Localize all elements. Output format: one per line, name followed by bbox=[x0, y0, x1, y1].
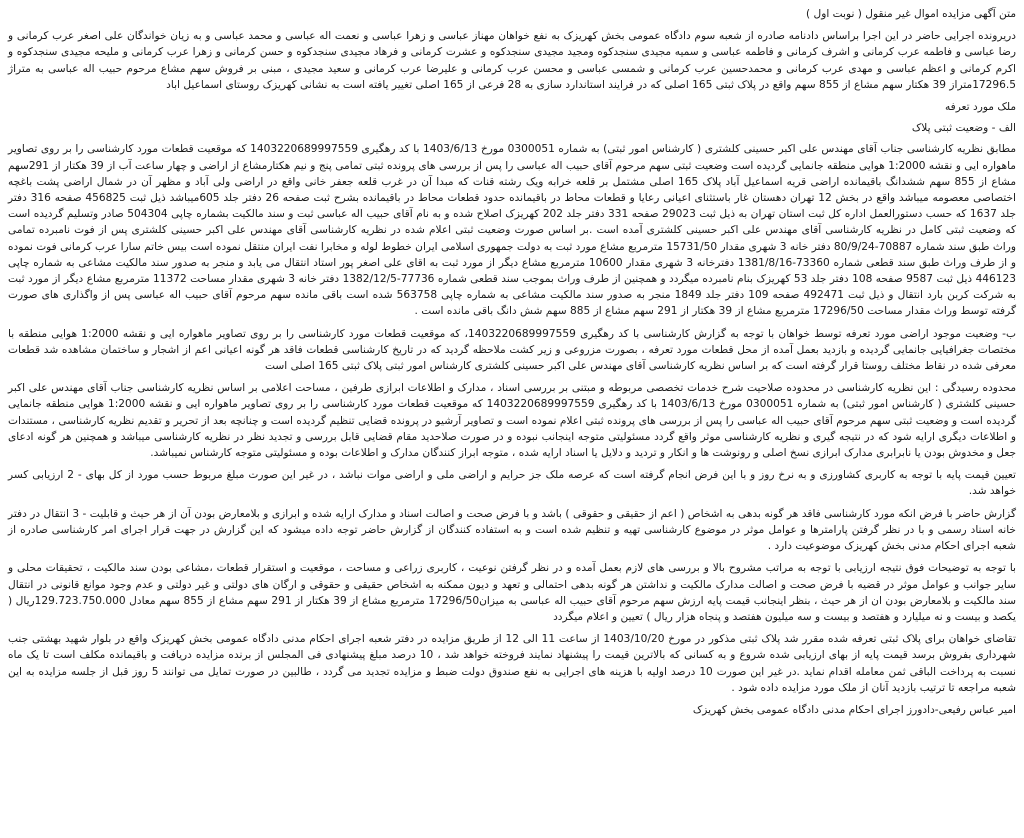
property-heading: ملک مورد تعرفه bbox=[944, 101, 1016, 114]
intro-paragraph: دریرونده اجرایی حاضر در این اجرا براساس دادنامه صادره از شعبه سوم دادگاه عمومی بخش کهریزک به نفع خواهان مهناز عباسی و زهرا عباسی و نعمت اله عباسی و محمد عباسی و به زیان خواندگان علی اصغر عرب کرمانی و رضا عباسی و فاطمه عرب کرمانی و اشرف کرمانی و فاطمه عباسی و سمیه مجیدی سنجدکوه ومجید مجیدی سنجدکوه و عشرت کرمانی و فرهاد مجیدی سنجدکوه و حسن کرمانی و زهرا عرب کرمانی و ملیحه مجیدی سنجدکوه و اکرم کرمانی و اعظم عباسی و مهدی عرب کرمانی و محمدحسین عرب کرمانی و شمسی عباسی و محسن عرب کرمانی و علیرضا عرب کرمانی و سعید مجیدی ، مبنی بر فروش سهم مشاع مرحوم حبیب اله عباسی به متراژ 17296.5متراز 39 هکتار سهم مشاع از 855 سهم واقع در پلاک ثبتی 165 اصلی که در فرایند استاندارد سازی به 28 فرعی از 165 اصلی تغییر یافته است به نشانی کهریزک روستای اسماعیل اباد bbox=[8, 30, 1016, 91]
section-a-paragraph: مطابق نظریه کارشناسی جناب آقای مهندس علی اکبر حسینی کلشتری ( کارشناس امور ثبتی) به شماره 0300051 مورخ 1403/6/13 با کد رهگیری 1403220689997559 که موقعیت قطعات مورد کارشناسی را بر روی تصاویر ماهواره ایی و نقشه 1:2000 هوایی منطقه جانمایی گردیده است وضعیت ثبتی سهم مرحوم آقای حبیب اله عباسی را پس از بررسی های پرونده ثبتی تمامی پنج و نیم هکتارمشاع از اراضی و چهار ساعت آب از 39 هکتار از 291سهم مشاع از 855 سهم ششدانگ باقیمانده اراضی قریه اسماعیل آباد پلاک 165 اصلی مشتمل بر قلعه خرابه ویک رشته قنات که مبدا آن در غرب قلعه جعفر خانی واقع در اراضی ولی آباد و مظهر آن در شمال اراضی پشت باغچه اختصاصی معصومه میباشد واقع در بخش 12 تهران دهستان غار باستثنای اعیانی رعایا و قطعات محاط در باقیمانده حدود قطعات محاط در باقیمانده بشرح ثبت صفحه 26 دفتر جلد 605میباشد ذیل ثبت 456825 صفحه 316 دفتر جلد 1637 که حسب دستورالعمل اداره کل ثبت استان تهران به ذیل ثبت 29023 صفحه 331 دفتر جلد 202 کهریزک اصلاح شده و به نام آقای حبیب اله عباسی ثبت و سند مالکیت بشماره چاپی 504304 صادر وتسلیم گردیده است که وضعیت ثبتی کامل در نظریه کارشناسی آقای مهندس علی اکبر حسینی کلشتری آمده است .بر اساس صورت وضعیت ثبتی اعلام شده در نظریه کارشناسی آقای مهندس علی اکبر حسینی کلشتری پس از فوت نامبرده تمامی وراث طبق سند شماره 70887-80/9/24 دفتر خانه 3 شهری مقدار 15731/50 مترمربع مشاع مورد ثبت به دولت جمهوری اسلامی ایران خطوط لوله و مخابرا نفت ایران منتقل نموده است بیس خاتم سارا عرب کرمانی فوت نموده و از طرف وراث طبق سند قطعی شماره 73360-1381/8/16 دفترخانه 3 شهری مقدار 10600 مترمربع مشاع دیگر از مورد ثبت به اقای علی اصغر پور استاد انتقال می یابد و منجر به صدور سند مالکیت مشاعی به شماره چاپی 446123 ذیل ثبت 9587 صفحه 108 دفتر جلد 53 کهریزک بنام نامبرده میگردد و همچنین از طرف وراث بموجب سند قطعی شماره 77736-1382/12/5 دفتر خانه 3 شهری مقدار مساحت 11372 مترمربع مشاع دیگر از مورد ثبت به شرکت کربن بارد انتقال و ذیل ثبت 492471 صفحه 109 دفتر جلد 1849 منجر به صدور سند مالکیت مشاعی به شماره چاپی 563758 شده است باقی مانده سهم مرحوم آقای حبیب اله عباسی پس از واگذاری های صورت گرفته توسط وراث مقدار مساحت 17296/50 مترمربع مشاع از 39 هکتار از 291 سهم مشاع از 885 سهم شش دانگ باقی مانده است . bbox=[8, 143, 1017, 318]
section-a-heading: الف - وضعیت ثبتی پلاک bbox=[911, 122, 1016, 135]
jurisdiction-paragraph: محدوده رسیدگی : این نظریه کارشناسی در محدوده صلاحیت شرح خدمات تخصصی مربوطه و مبتنی بر بررسی اسناد ، مدارک و اطلاعات ابرازی طرفین ، مساحت اعلامی بر اساس نظریه کارشناسی جناب آقای مهندس علی اکبر حسینی کلشتری ( کارشناس امور ثبتی) به شماره 0300051 مورخ 1403/6/13 با کد رهگیری 1403220689997559 که موقعیت قطعات مورد کارشناسی را بر روی تصاویر ماهواره ایی و نقشه 1:2000 هوایی منطقه جانمایی گردیده است و وضعیت ثبتی سهم مرحوم آقای حبیب اله عباسی را پس از بررسی های پرونده ثبتی اعلام نموده است و تصاویر آرشیو در پرونده قضایی تنظیم گردیده است و چنانچه بعد از تحریر و تقدیم نظریه کارشناسی ، مستندات و اطلاعات دیگری ارایه شود که در نتیجه گیری و نظریه کارشناسی موثر واقع گردد مسئولیتی متوجه اینجانب نبوده و در صورت صلاحدید مقام قضایی قابل بررسی و تجدید نظر در نظریه کارشناسی میباشد و همچنین هر گونه ادعای جعل و مخدوش بودن یا نابرابری مدارک ابرازی نسخ اصلی و رونوشت ها و انکار و تردید و دلایل یا اسناد ارایه شده ، متوجه ابراز کنندگان مدارک و اطلاعات بوده و مسئولیتی متوجه کارشناس نمیباشد. bbox=[8, 382, 1016, 460]
item-3-paragraph: گزارش حاضر با فرض انکه مورد کارشناسی فاقد هر گونه بدهی به اشخاص ( اعم از حقیقی و حقوقی ) باشد و با فرض صحت و اصالت اسناد و مدارک ارایه شده و ابرازی و بلامعارض بودن آن از هر حیث و قابلیت - 3 انتقال در دفتر خانه اسناد رسمی و با در نظر گرفتن پارامترها و عوامل موثر در موضوع کارشناسی تهیه و تنظیم شده است و به استفاده کنندگان از گزارش حاضر توجه داده میشود که این گزارش در جهت قرار اجرای امر کارشناسی صادره از شعبه اجرای احکام مدنی بخش کهریزک موضوعیت دارد . bbox=[8, 507, 1016, 553]
item-2-paragraph: تعیین قیمت پایه با توجه به کاربری کشاورزی و به نرخ روز و با این فرض انجام گرفته است که عرصه ملک جز حرایم و اراضی ملی و اراضی موات نباشد ، در غیر این صورت مبلغ مربوط حسب مورد از کل بهای - 2 ارزیابی کسر خواهد شد. bbox=[8, 469, 1016, 498]
auction-paragraph: تقاضای خواهان برای پلاک ثبتی تعرفه شده مقرر شد پلاک ثبتی مذکور در مورخ 1403/10/20 از ساعت 11 الی 12 از طریق مزایده در دفتر شعبه اجرای احکام مدنی دادگاه عمومی بخش کهریزک واقع در بلوار شهید بهشتی جنب شهرداری بفروش برسد قیمت پایه از بهای ارزیابی شده شروع و به کسانی که بالاترین قیمت را پیشنهاد نمایند فروخته خواهد شد ، 10 درصد مبلغ پیشنهادی فی المجلس از برنده مزایده دریافت و باقیمانده مکلف است تا یک ماه نسبت به پرداخت الباقی ثمن معامله اقدام نماید .در غیر این صورت 10 درصد اولیه با هزینه های اجرایی به نفع صندوق دولت ضبط و مزایده تجدید می گردد ، طالبین در صورت تمایل می توانند 5 روز قبل از جلسه مزایده به این شعبه مراجعه تا ترتیب بازدید آنان از ملک مورد مزایده داده شود . bbox=[8, 633, 1017, 694]
section-b-paragraph: ب- وضعیت موجود اراضی مورد تعرفه توسط خواهان با توجه به گزارش کارشناسی با کد رهگیری 1403220689997559، که موقعیت قطعات مورد کارشناسی را بر روی تصاویر ماهواره ایی و نقشه 1:2000 هوایی منطقه با مختصات جغرافیایی جانمایی گردیده و بازدید بعمل آمده از محل قطعات مورد تعرفه ، بصورت مزروعی و زیر کشت ملاحظه گردید که در تاریخ کارشناسی قطعات فاقد هر گونه اعیانی اعم از اشجار و ساختمان مشاهده شد قطعات معرفی شده در نقاط مختلف روستا قرار گرفته است که بر اساس نظریه کارشناسی آقای مهندس علی اکبر حسینی کلشتری کارشناس امور ثبتی پلاک ثبتی 165 اصلی است bbox=[8, 327, 1016, 373]
valuation-paragraph: با توجه به توضیحات فوق نتیجه ارزیابی با توجه به مراتب مشروح بالا و بررسی های لازم بعمل آمده و در نظر گرفتن نوعیت ، کاربری زراعی و مساحت ، موقعیت و استقرار قطعات ،مشاعی بودن سند مالکیت ، تحقیقات محلی و سایر جوانب و عوامل موثر در قضیه با فرض صحت و اصالت مدارک مالکیت و نداشتن هر گونه بدهی احتمالی و تعهد و دیون ممکنه به اشخاص حقیقی و حقوقی و ارگان های دولتی و غیر دولتی و عدم وجود موانع قانونی در انتقال سند مالکیت و بلامعارض بودن ان از هر حیث ، بنظر اینجانب قیمت پایه ارزش سهم مرحوم آقای حبیب اله عباسی به میزان17296/50 مترمربع مشاع از 39 هکتار از 291 سهم مشاع از 855 سهم معادل 129.723.750.000ریال ( یکصد و بیست و نه میلیارد و هفتصد و بیست و سه میلیون هفتصد و پنجاه هزار ریال ) تعیین و اعلام میگردد bbox=[8, 562, 1017, 623]
signature: امیر عباس رفیعی-دادورز اجرای احکام مدنی دادگاه عمومی بخش کهریزک bbox=[692, 703, 1016, 716]
notice-title: متن آگهی مزایده اموال غیر منقول ( نوبت اول ) bbox=[806, 8, 1016, 20]
